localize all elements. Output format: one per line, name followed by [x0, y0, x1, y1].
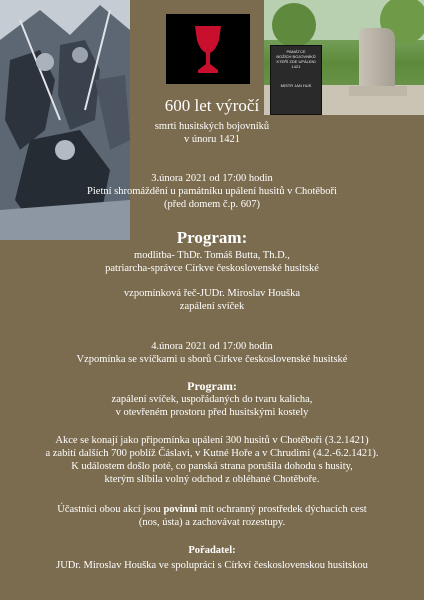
page-title: 600 let výročí: [164, 96, 260, 115]
program-item: vzpomínková řeč-JUDr. Miroslav Houška: [123, 288, 301, 299]
program-item: v otevřeném prostoru před husitskými kostely: [115, 407, 309, 418]
program-item: patriarcha-správce Církve československé husitské: [105, 263, 319, 274]
plaque-line: BOŽÍCH BOJOVNÍKŮ: [276, 54, 316, 59]
chalice-emblem: [166, 14, 250, 84]
program-item: zapálení svíček: [179, 301, 245, 312]
program-1: [0, 228, 424, 313]
context-line: K událostem došlo poté, co panská strana porušila dohodu s husity,: [71, 461, 353, 472]
plaque-line: KTEŘÍ ZDE UPÁLENI: [276, 59, 316, 64]
plaque-line: MISTR JAN HUS: [280, 83, 312, 88]
notice-text: Účastníci obou akcí jsou: [57, 504, 164, 515]
organizer: [0, 544, 424, 572]
subtitle-line: v únoru 1421: [184, 134, 240, 145]
context-line: a zabití dalších 700 poblíž Čáslavi, v Kutné Hoře a v Chrudimi (4.2.-6.2.1421).: [45, 448, 379, 459]
plaque-line: 1421: [291, 64, 301, 69]
event-date: 3.února 2021 od 17:00 hodin: [151, 173, 273, 184]
event-2: [0, 340, 424, 366]
program-item: zapálení svíček, uspořádaných do tvaru kalicha,: [111, 394, 313, 405]
plaque-line: PAMÁTCE: [286, 49, 306, 54]
program-item: modlitba- ThDr. Tomáš Butta, Th.D.,: [134, 250, 290, 261]
notice-line: (nos, ústa) a zachovávat rozestupy.: [138, 517, 286, 528]
event-location: (před domem č.p. 607): [164, 199, 260, 210]
context: [0, 434, 424, 486]
event-description: Pietní shromáždění u památníku upálení husitů v Chotěboři: [87, 186, 337, 197]
notice-emphasis: povinni: [163, 504, 198, 515]
program-heading: Program:: [187, 379, 237, 393]
event-date: 4.února 2021 od 17:00 hodin: [151, 341, 273, 352]
header: [0, 96, 424, 146]
notice-text: mít ochranný prostředek dýchacích cest: [197, 504, 367, 515]
program-2: [0, 379, 424, 419]
event-1: [0, 172, 424, 211]
memorial-base: [349, 86, 407, 96]
subtitle-line: smrti husitských bojovníků: [154, 121, 270, 132]
event-description: Vzpomínka se svíčkami u sborů Církve československé husitské: [76, 354, 348, 365]
organizer-text: JUDr. Miroslav Houška ve spolupráci s Církví československou husitskou: [56, 560, 368, 571]
context-line: Akce se konají jako připomínka upálení 300 husitů v Chotěboři (3.2.1421): [55, 435, 369, 446]
notice: [0, 503, 424, 529]
notice-line: [0, 503, 424, 516]
memorial-stone: [359, 28, 395, 88]
context-line: kterým slíbila volný odchod z obléhané Chotěboře.: [104, 474, 320, 485]
organizer-heading: Pořadatel:: [188, 545, 236, 556]
chalice-icon: [195, 26, 221, 73]
program-heading: Program:: [176, 228, 248, 247]
